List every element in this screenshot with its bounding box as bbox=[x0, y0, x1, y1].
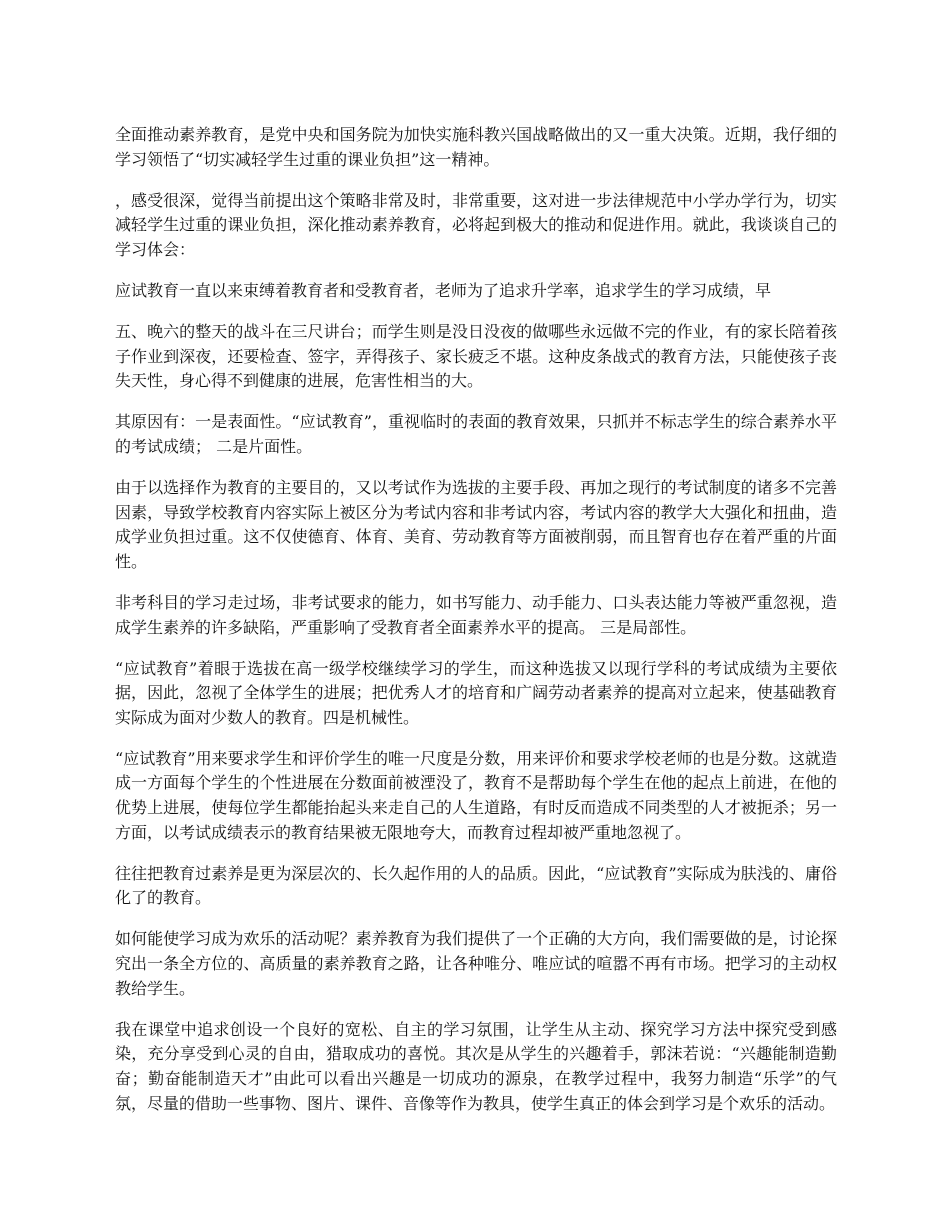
paragraph: 我在课堂中追求创设一个良好的宽松、自主的学习氛围，让学生从主动、探究学习方法中探究受到感染，充分享受到心灵的自由，猎取成功的喜悦。其次是从学生的兴趣着手，郭沫若说：“兴趣能制造勤奋；勤奋能制造天才”由此可以看出兴趣是一切成功的源泉，在教学过程中，我努力制造“乐学”的气氛，尽量的借助一些事物、图片、课件、音像等作为教具，使学生真正的体会到学习是个欢乐的活动。 bbox=[115, 1019, 837, 1113]
paragraph: 五、晚六的整天的战斗在三尺讲台；而学生则是没日没夜的做哪些永远做不完的作业，有的家长陪着孩子作业到深夜，还要检查、签字，弄得孩子、家长疲乏不堪。这种皮条战式的教育方法，只能使孩子丧失天性，身心得不到健康的进展，危害性相当的大。 bbox=[115, 322, 837, 391]
paragraph: “应试教育”着眼于选拔在高一级学校继续学习的学生，而这种选拔又以现行学科的考试成绩为主要依据，因此，忽视了全体学生的进展；把优秀人才的培育和广阔劳动者素养的提高对立起来，使基础教育实际成为面对少数人的教育。四是机械性。 bbox=[115, 658, 837, 727]
paragraph: 应试教育一直以来束缚着教育者和受教育者，老师为了追求升学率，追求学生的学习成绩，早 bbox=[115, 280, 772, 300]
paragraph: 其原因有：一是表面性。“应试教育”，重视临时的表面的教育效果，只抓并不标志学生的综合素养水平的考试成绩； 二是片面性。 bbox=[115, 412, 837, 456]
paragraph: 往往把教育过素养是更为深层次的、长久起作用的人的品质。因此，“应试教育”实际成为肤浅的、庸俗化了的教育。 bbox=[115, 863, 837, 908]
document-page bbox=[115, 123, 837, 1133]
paragraph: “应试教育”用来要求学生和评价学生的唯一尺度是分数，用来评价和要求学校老师的也是分数。这就造成一方面每个学生的个性进展在分数面前被湮没了，教育不是帮助每个学生在他的起点上前进，在他的优势上进展，使每位学生都能抬起头来走自己的人生道路，有时反而造成不同类型的人才被扼杀；另一方面，以考试成绩表示的教育结果被无限地夸大，而教育过程却被严重地忽视了。 bbox=[115, 748, 837, 842]
paragraph: 全面推动素养教育，是党中央和国务院为加快实施科教兴国战略做出的又一重大决策。近期，我仔细的学习领悟了“切实减轻学生过重的课业负担”这一精神。 bbox=[115, 125, 837, 169]
paragraph: 如何能使学习成为欢乐的活动呢？素养教育为我们提供了一个正确的大方向，我们需要做的是，讨论探究出一条全方位的、高质量的素养教育之路，让各种唯分、唯应试的喧嚣不再有市场。把学习的主动权教给学生。 bbox=[115, 929, 837, 998]
paragraph: ，感受很深，觉得当前提出这个策略非常及时，非常重要，这对进一步法律规范中小学办学行为，切实减轻学生过重的课业负担，深化推动素养教育，必将起到极大的推动和促进作用。就此，我谈谈自己的学习体会： bbox=[115, 190, 837, 259]
paragraph: 由于以选择作为教育的主要目的，又以考试作为选拔的主要手段、再加之现行的考试制度的诸多不完善因素，导致学校教育内容实际上被区分为考试内容和非考试内容，考试内容的教学大大强化和扭曲，造成学业负担过重。这不仅使德育、体育、美育、劳动教育等方面被削弱，而且智育也存在着严重的片面性。 bbox=[115, 478, 837, 571]
paragraph: 非考科目的学习走过场，非考试要求的能力，如书写能力、动手能力、口头表达能力等被严重忽视，造成学生素养的许多缺陷，严重影响了受教育者全面素养水平的提高。 三是局部性。 bbox=[115, 592, 837, 637]
